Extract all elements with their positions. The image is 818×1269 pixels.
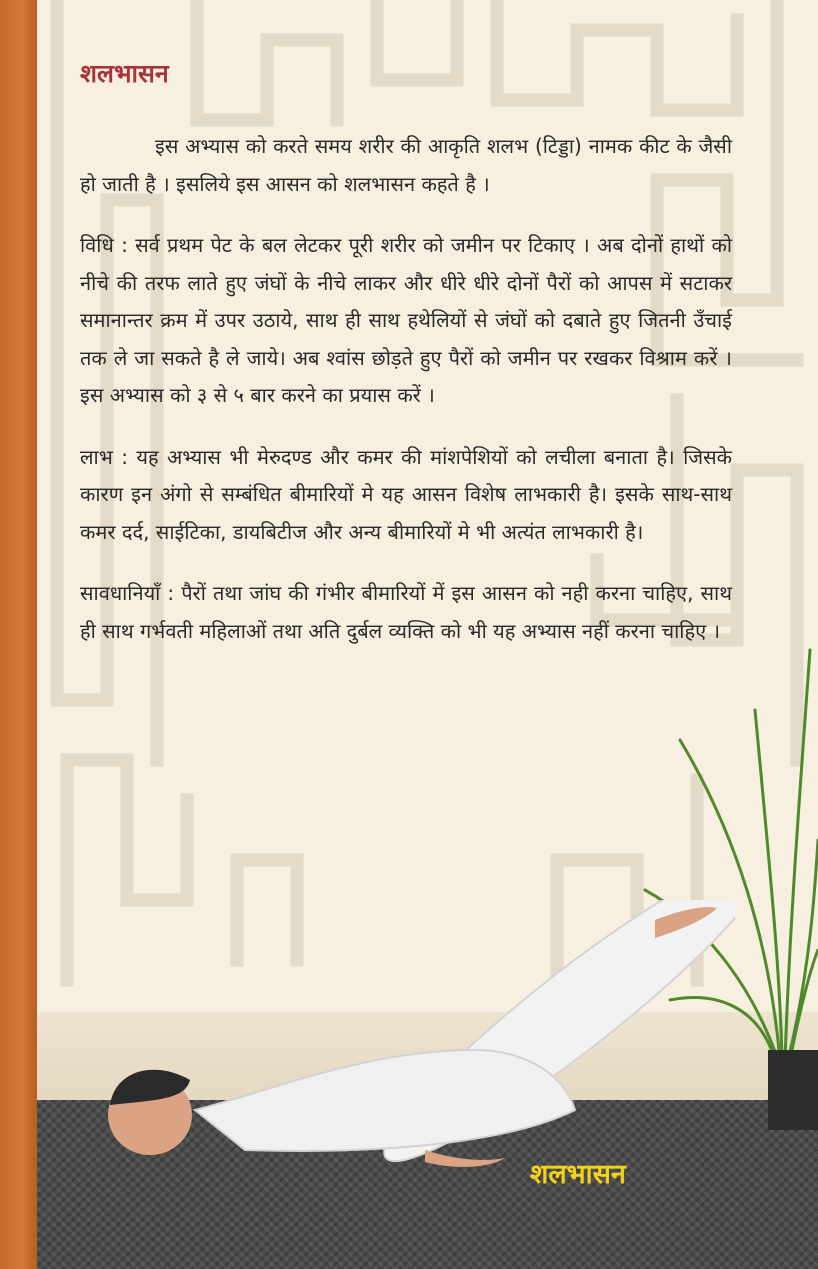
benefit-text: यह अभ्यास भी मेरुदण्ड और कमर की मांशपेशियों को लचीला बनाता है। जिसके कारण इन अंगो से सम्बंधित बीमारियों मे यह आसन विशेष लाभकारी है। इसके साथ-साथ कमर दर्द, साईटिका, डायबिटीज और अन्य बीमारियों मे भी अत्यंत लाभकारी है। — [80, 444, 732, 544]
article-body — [80, 128, 732, 674]
method-paragraph — [80, 227, 732, 415]
benefit-paragraph — [80, 439, 732, 552]
caution-label: सावधानियाँ : — [80, 581, 182, 605]
method-label: विधि : — [80, 233, 136, 257]
benefit-label: लाभ : — [80, 444, 137, 469]
method-text: सर्व प्रथम पेट के बल लेटकर पूरी शरीर को जमीन पर टिकाए । अब दोनों हाथों को नीचे की तरफ लाते हुए जंघों के नीचे लाकर और धीरे धीरे दोनों पैरों को आपस में सटाकर समानान्तर क्रम में उपर उठाये, साथ ही साथ हथेलियों से जंघों को दबाते हुए जितनी उँचाई तक ले जा सकते है ले जाये। अब श्वांस छोड़ते हुए पैरों को जमीन पर रखकर विश्राम करें । इस अभ्यास को ३ से ५ बार करने का प्रयास करें । — [80, 233, 733, 407]
pose-caption: शलभासन — [530, 1159, 626, 1190]
caution-paragraph — [80, 575, 732, 650]
page-title: शलभासन — [80, 59, 169, 88]
caution-text: पैरों तथा जांघ की गंभीर बीमारियों में इस आसन को नही करना चाहिए, साथ ही साथ गर्भवती महिलाओं तथा अति दुर्बल व्यक्ति को भी यह अभ्यास नहीं करना चाहिए । — [80, 581, 732, 643]
person-in-shalabhasana-pose — [95, 900, 735, 1200]
intro-paragraph: इस अभ्यास को करते समय शरीर की आकृति शलभ (टिड्डा) नामक कीट के जैसी हो जाती है । इसलिये इस आसन को शलभासन कहते है । — [80, 134, 732, 196]
left-orange-strip — [0, 0, 37, 1269]
